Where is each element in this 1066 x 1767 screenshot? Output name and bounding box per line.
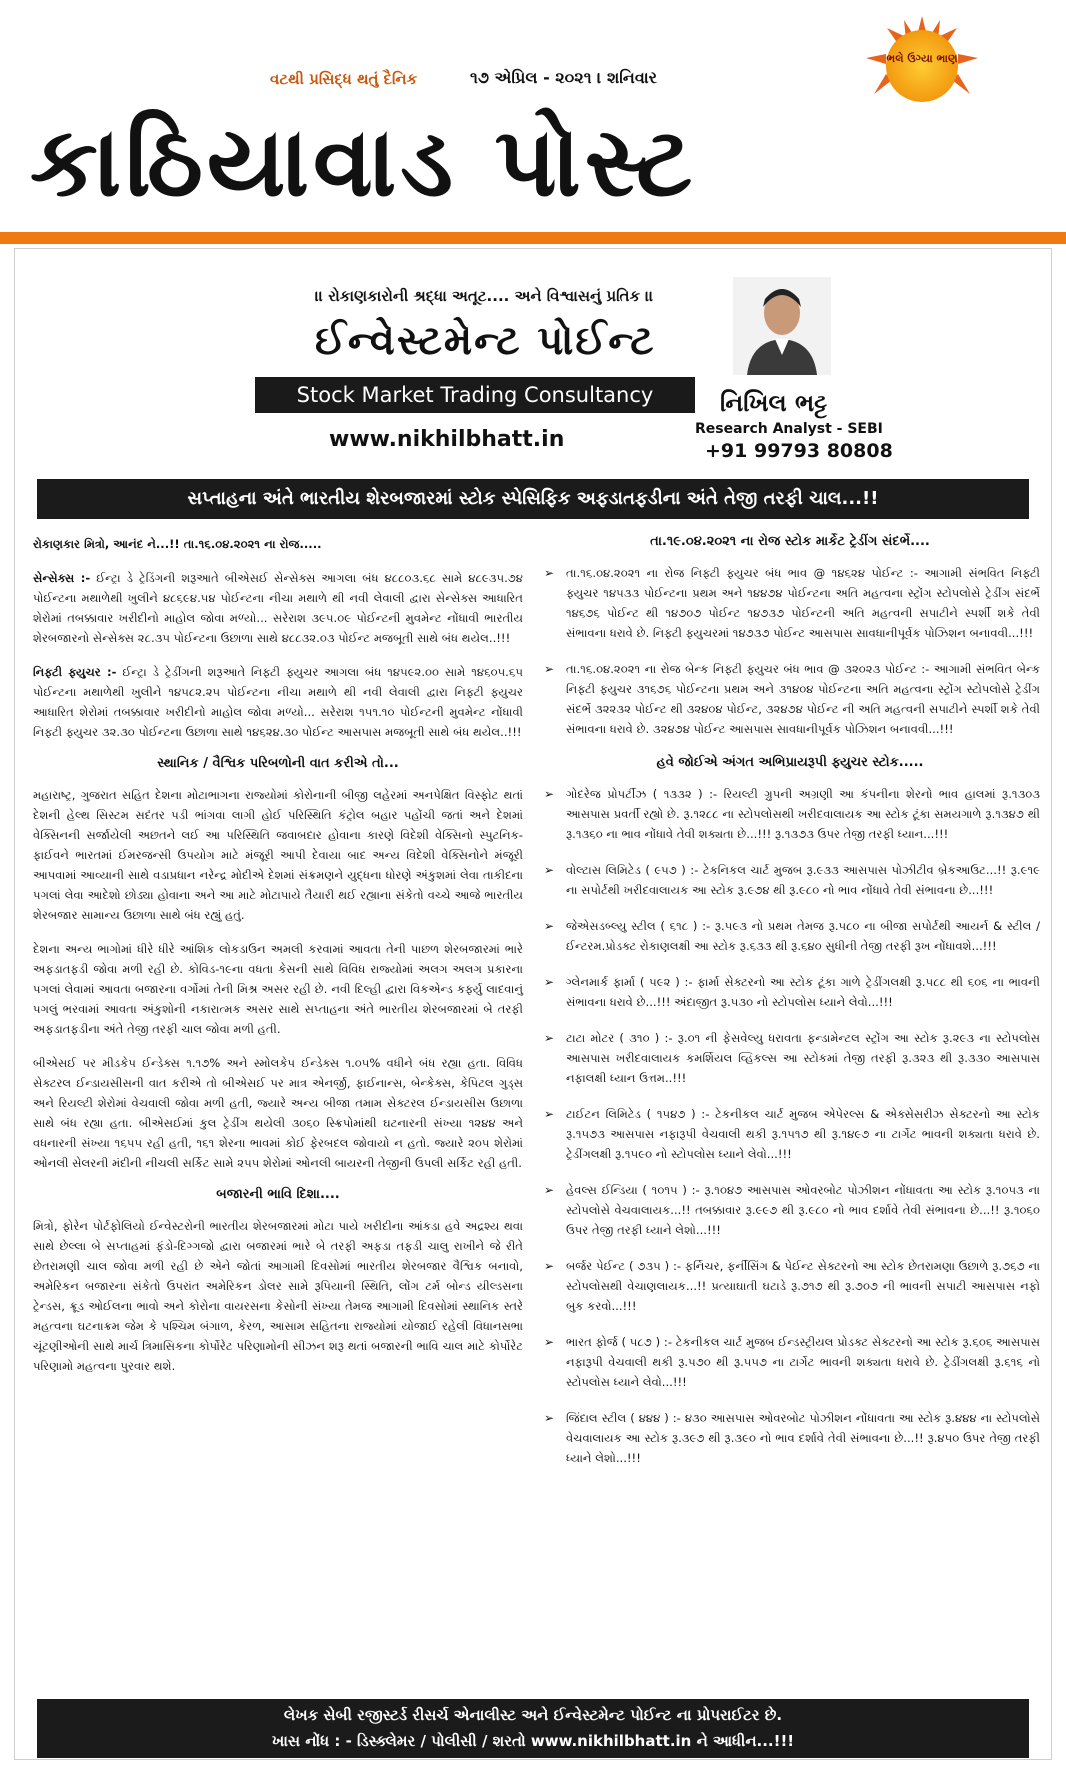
masthead	[0, 0, 1066, 240]
arrow-icon: ➢	[544, 919, 555, 933]
arrow-icon: ➢	[544, 975, 555, 989]
paragraph-1: મહારાષ્ટ્ર, ગુજરાત સહિત દેશના મોટાભાગના રાજ્યોમાં કોરોનાની બીજી લહેરમાં અનપેક્ષિત વિસ્ફોટ થતાં દેશની હેલ્થ સિસ્ટમ સદંતર પડી ભાંગવા લાગી હોઈ પરિસ્થિતિ કંટ્રોલ બહાર પહોંચી જતાં અને દેશમાં વેક્સિનની સર્જાયેલી અછતને લઈ આ પરિસ્થિતિ જવાબદાર હોવાના કારણે વિદેશી વેક્સિનો સ્પુટનિક-ફાઈવને ભારતમાં ઈમરજન્સી ઉપયોગ માટે મંજૂરી આપી દેવાયા બાદ અન્ય વિદેશી વેક્સિનોને મંજૂરી આપવામાં આવ્યાની સાથે વડાપ્રધાન નરેન્દ્ર મોદીએ દેશમાં સંક્રમણને યુદ્ધના ધોરણે અંકુશમાં લેવા તાકીદના પગલાં લેવા આદેશો છોડ્યા હોવાના અને આ માટે મોટાપાયે તૈયારી થઈ રહ્યાના સંકેતો વચ્ચે આજે ભારતીય શેરબજાર સામાન્ય ઉછાળા સાથે બંધ રહ્યું હતું.	[33, 788, 523, 922]
paragraph-4: મિત્રો, ફોરેન પોર્ટફોલિયો ઈન્વેસ્ટરોની ભારતીય શેરબજારમાં મોટા પાયે ખરીદીના આંકડા હવે અદ્રશ્ય થવા સાથે છેલ્લા બે સપ્તાહમાં ફંડો-દિગ્ગજો દ્વારા બજારમાં ભારે બે તરફી અફડા તફડી ચાલુ રાખીને જે રીતે છેતરામણી ચાલ જોવા મળી રહી છે એને જોતાં આગામી દિવસોમાં ભારતીય શેરબજાર વૈશ્વિક બનાવો, અમેરિકન બજારના સંકેતો ઉપરાંત અમેરિકન ડોલર સામે રૂપિયાની સ્થિતિ, લોંગ ટર્મ બોન્ડ યીલ્ડસના ટ્રેન્ડસ, ક્રૂડ ઓઈલના ભાવો અને કોરોના વાયરસના કેસોની સંખ્યા તેમજ આગામી દિવસોમાં સ્થાનિક સ્તરે મહત્વના ઘટનાક્રમ જેમ કે પશ્ચિમ બંગાળ, કેરળ, આસામ સહિતના રાજ્યોમાં યોજાઈ રહેલી વિધાનસભા ચૂંટણીઓની સાથે માર્ચ ત્રિમાસિકના કોર્પોરેટ પરિણામોની સીઝન શરૂ થતાં બજારની ભાવિ ચાલ માટે કોર્પોરેટ પરિણામો મહત્વના પુરવાર થશે.	[33, 1219, 523, 1373]
article-headline: સપ્તાહના અંતે ભારતીય શેરબજારમાં સ્ટોક સ્પેસિફિક અફડાતફડીના અંતે તેજી તરફી ચાલ...!!	[37, 479, 1029, 519]
advert-tagline: ।। રોકાણકારોની શ્રદ્ધા અતૂટ.... અને વિશ્વાસનું પ્રતિક ।।	[315, 287, 654, 305]
advert-subtitle: Stock Market Trading Consultancy	[255, 377, 695, 413]
stock-pick: ➢ ટાઈટન લિમિટેડ ( ૧૫૪૭ ) :- ટેકનીકલ ચાર્ટ મુજબ એપેરલ્સ & એક્સેસરીઝ સેક્ટરનો આ સ્ટોક રૂ.૧૫૭૩ આસપાસ નફારૂપી વેચવાલી થકી રૂ.૧૫૧૭ થી રૂ.૧૪૯૭ ના ટાર્ગેટ ભાવની શક્યતા ધરાવે છે. ટ્રેડીંગલક્ષી રૂ.૧૫૯૦ નો સ્ટોપલોસ ધ્યાને લેવો...!!!	[540, 1104, 1040, 1164]
arrow-icon: ➢	[544, 1107, 555, 1121]
paragraph-2: દેશના અન્ય ભાગોમાં ધીરે ધીરે આંશિક લોકડાઉન અમલી કરવામાં આવતા તેની પાછળ શેરબજારમાં ભારે અફડાતફડી જોવા મળી રહી છે. કોવિડ-૧૯ના વધતા કેસની સાથે વિવિધ રાજ્યોમાં અલગ અલગ પ્રકારના પગલાં લેવામાં આવતા બજારના વર્ગોમાં તેની મિશ્ર અસર રહી છે. નવી દિલ્હી દ્વારા વિકએન્ડ કર્ફ્યુ લાદવાનું પગલું ભરવામાં આવતા અંકુશોની નકારાત્મક અસર સાથે સપ્તાહના અંતે ભારતીય શેરબજારમાં બે તરફી અફડાતફડીના અંતે તેજી તરફી ચાલ જોવા મળી હતી.	[33, 942, 523, 1036]
arrow-icon: ➢	[544, 1335, 555, 1349]
stock-pick: ➢ જેએસડબ્લ્યુ સ્ટીલ ( ૬૧૮ ) :- રૂ.૫૯૩ નો પ્રથમ તેમજ રૂ.૫૮૦ ના બીજા સપોર્ટથી આયર્ન & સ્ટીલ / ઈન્ટરમ.પ્રોડક્ટ રોકાણલક્ષી આ સ્ટોક રૂ.૬૩૩ થી રૂ.૬૪૦ સુધીની તેજી તરફી રૂખ નોંધાવશે...!!!	[540, 916, 1040, 956]
subheading-local-global: સ્થાનિક / વૈશ્વિક પરિબળોની વાત કરીએ તો...	[157, 756, 399, 771]
stock-pick: ➢ ગોદરેજ પ્રોપર્ટીઝ ( ૧૩૩૨ ) :- રિયલ્ટી ગ્રુપની અગ્રણી આ કંપનીના શેરનો ભાવ હાલમાં રૂ.૧૩૦૩ આસપાસ પ્રવર્તી રહ્યો છે. રૂ.૧૨૮૮ ના સ્ટોપલોસથી ખરીદવાલાયક આ સ્ટોક ટૂંકા સમયગાળે રૂ.૧૩૪૭ થી રૂ.૧૩૬૦ ના ભાવ નોંધાવે તેવી શક્યતા છે...!!! રૂ.૧૩૭૩ ઉપર તેજી તરફી ધ્યાન...!!!	[540, 784, 1040, 844]
arrow-icon: ➢	[544, 863, 555, 877]
person-icon	[733, 277, 831, 375]
intro-line: રોકાણકાર મિત્રો, આનંદ ને...!! તા.૧૬.૦૪.૨૦૨૧ ના રોજ.....	[33, 537, 322, 551]
masthead-tagline: વટથી પ્રસિદ્ધ થતું દૈનિક	[270, 70, 418, 88]
arrow-icon: ➢	[544, 1411, 555, 1425]
stock-pick: ➢ હેવલ્સ ઈન્ડિયા ( ૧૦૧૫ ) :- રૂ.૧૦૪૭ આસપાસ ઓવરબોટ પોઝીશન નોંધાવતા આ સ્ટોક રૂ.૧૦૫૩ ના સ્ટોપલોસે વેચવાલાયક...!! તબક્કાવાર રૂ.૯૯૭ થી રૂ.૯૮૦ નો ભાવ દર્શાવે તેવી સંભાવના છે...!! રૂ.૧૦૬૦ ઉપર તેજી તરફી ધ્યાને લેશો...!!!	[540, 1180, 1040, 1240]
analyst-portrait	[733, 277, 831, 375]
article-frame	[14, 248, 1052, 1760]
paragraph-3: બીએસઈ પર મીડકેપ ઈન્ડેક્સ ૧.૧૭% અને સ્મોલકેપ ઈન્ડેક્સ ૧.૦૫% વધીને બંધ રહ્યા હતા. વિવિધ સેક્ટરલ ઈન્ડાયસીસની વાત કરીએ તો બીએસઈ પર માત્ર એનર્જી, ફાઈનાન્સ, બેન્કેક્સ, કેપિટલ ગુડ્સ અને રિયલ્ટી શેરોમાં વેચવાલી જોવા મળી હતી, જ્યારે અન્ય બીજા તમામ સેક્ટરલ ઈન્ડાયસીસ ઉછાળા સાથે બંધ રહ્યા હતા. બીએસઈમાં કુલ ટ્રેડીંગ થયેલી ૩૦૬૦ સ્ક્રિપોમાંથી ઘટનારની સંખ્યા ૧૨૪૪ અને વધનારની સંખ્યા ૧૬૫૫ રહી હતી, ૧૬૧ શેરના ભાવમાં કોઈ ફેરબદલ જોવાયો ન હતો. જ્યારે ૨૦૫ શેરોમાં ઓનલી સેલરની મંદીની નીચલી સર્કિટ સામે ૨૫૫ શેરોમાં ઓનલી બાયરની તેજીની ઉપલી સર્કિટ રહી હતી.	[33, 1056, 523, 1170]
sensex-paragraph: સેન્સેક્સ :- ઈન્ટ્રા ડે ટ્રેડિંગની શરૂઆતે બીએસઈ સેન્સેક્સ આગલા બંધ ૪૮૮૦૩.૬૮ સામે ૪૮૯૩૫.૭૪ પોઈન્ટના મથાળેથી ખુલીને ૪૮૬૯૪.૫૪ પોઈન્ટના નીચા મથાળે થી નવી લેવાલી દ્વારા સેન્સેક્સ આધારિત શેરોમાં તબક્કાવાર ખરીદીનો માહોલ જોવા મળ્યો... સરેરાશ ૩૯૫.૦૯ પોઈન્ટની મુવમેન્ટ નોંધાવી ભારતીય શેરબજારનો સેન્સેક્સ ૨૮.૩૫ પોઈન્ટના ઉછાળા સાથે ૪૮૮૩૨.૦૩ પોઈન્ટ મજબૂતી સાથે બંધ થયેલ..!!!	[33, 571, 523, 645]
analyst-name: નિખિલ ભટ્ટ	[720, 389, 828, 417]
analyst-role: Research Analyst - SEBI	[695, 421, 883, 437]
nifty-outlook: ➢ તા.૧૬.૦૪.૨૦૨૧ ના રોજ નિફ્ટી ફ્યુચર બંધ ભાવ @ ૧૪૬૨૪ પોઈન્ટ :- આગામી સંભવિત નિફ્ટી ફ્યુચર ૧૪૫૩૩ પોઈન્ટના પ્રથમ અને ૧૪૪૭૪ પોઈન્ટના અતિ મહત્વના સ્ટ્રોંગ સ્ટોપલોસે ટ્રેડીંગ સંદર્ભે ૧૪૬૭૬ પોઈન્ટ થી ૧૪૭૦૭ પોઈન્ટ ૧૪૭૩૭ પોઈન્ટની અતિ મહત્વની સપાટીને સ્પર્શી શકે તેવી સંભાવના ધરાવે છે. નિફ્ટી ફ્યુચરમાં ૧૪૭૩૭ પોઈન્ટ આસપાસ સાવધાનીપૂર્વક પોઝિશન બનાવવી...!!!	[540, 563, 1040, 643]
nifty-paragraph: નિફ્ટી ફ્યુચર :- ઈન્ટ્રા ડે ટ્રેડીંગની શરૂઆતે નિફ્ટી ફ્યુચર આગલા બંધ ૧૪૫૯૨.૦૦ સામે ૧૪૬૦૫.૬૫ પોઈન્ટના મથાળેથી ખુલીને ૧૪૫૮૨.૨૫ પોઈન્ટના નીચા મથાળે થી નવી લેવાલી દ્વારા નિફ્ટી ફ્યુચર આધારિત શેરોમાં તબક્કાવાર ખરીદીનો માહોલ જોવા મળ્યો... સરેરાશ ૧૫૧.૧૦ પોઈન્ટની મુવમેન્ટ નોંધાવી નિફ્ટી ફ્યુચર ૩૨.૩૦ પોઈન્ટના ઉછાળા સાથે ૧૪૬૨૪.૩૦ પોઈન્ટ આસપાસ મજબૂતી સાથે બંધ થયેલ..!!!	[33, 665, 523, 739]
newspaper-logo	[30, 92, 1040, 232]
arrow-icon: ➢	[544, 566, 555, 580]
stock-pick: ➢ વોલ્ટાસ લિમિટેડ ( ૯૫૭ ) :- ટેકનિકલ ચાર્ટ મુજબ રૂ.૯૩૩ આસપાસ પોઝીટીવ બ્રેકઆઉટ...!! રૂ.૯૧૯ ના સપોર્ટથી ખરીદવાલાયક આ સ્ટોક રૂ.૯૭૪ થી રૂ.૯૮૦ નો ભાવ નોંધાવે તેવી સંભાવના છે...!!!	[540, 860, 1040, 900]
sun-badge-text: ભલે ઉગ્યા ભાણ	[886, 52, 958, 65]
arrow-icon: ➢	[544, 1031, 555, 1045]
stock-pick: ➢ ભારત ફોર્જ ( ૫૮૭ ) :- ટેકનીકલ ચાર્ટ મુજબ ઈન્ડસ્ટ્રીયલ પ્રોડક્ટ સેક્ટરનો આ સ્ટોક રૂ.૬૦૬ આસપાસ નફારૂપી વેચવાલી થકી રૂ.૫૭૦ થી રૂ.૫૫૭ ના ટાર્ગેટ ભાવની શક્યતા ધરાવે છે. ટ્રેડીંગલક્ષી રૂ.૬૧૬ નો સ્ટોપલોસ ધ્યાને લેવો...!!!	[540, 1332, 1040, 1392]
stock-pick: ➢ ટાટા મોટર ( ૩૧૦ ) :- રૂ.૦૧ ની ફેસવેલ્યુ ધરાવતા ફન્ડામેન્ટલ સ્ટ્રોંગ આ સ્ટોક રૂ.૨૯૩ ના સ્ટોપલોસ આસપાસ ખરીદવાલાયક કમર્શિયલ વ્હિકલ્સ આ સ્ટોકમાં તેજી તરફી રૂ.૩૨૩ થી રૂ.૩૩૦ આસપાસ નફાલક્ષી ધ્યાન ઉત્તમ..!!!	[540, 1028, 1040, 1088]
subheading-future-direction: બજારની ભાવિ દિશા....	[216, 1187, 340, 1202]
footer-line-2: ખાસ નોંધ : - ડિસ્ક્લેમર / પોલીસી / શરતો www.nikhilbhatt.in ને આધીન...!!!	[271, 1732, 795, 1750]
newspaper-title: કાઠિયાવાડ પોસ્ટ	[30, 105, 697, 218]
arrow-icon: ➢	[544, 662, 555, 676]
footer-line-1: લેખક સેબી રજીસ્ટર્ડ રીસર્ચ એનાલીસ્ટ અને ઈન્વેસ્ટમેન્ટ પોઈન્ટ ના પ્રોપરાઈટર છે.	[283, 1706, 783, 1724]
banknifty-outlook: ➢ તા.૧૬.૦૪.૨૦૨૧ ના રોજ બેન્ક નિફ્ટી ફ્યુચર બંધ ભાવ @ ૩૨૦૨૩ પોઈન્ટ :- આગામી સંભવિત બેન્ક નિફ્ટી ફ્યુચર ૩૧૬૭૬ પોઈન્ટના પ્રથમ અને ૩૧૪૦૪ પોઈન્ટના અતિ મહત્વના સ્ટ્રોંગ સ્ટોપલોસે ટ્રેડીંગ સંદર્ભે ૩૨૨૩૨ પોઈન્ટ થી ૩૨૪૦૪ પોઈન્ટ, ૩૨૪૭૪ પોઈન્ટ ની અતિ મહત્વની સપાટીને સ્પર્શી શકે તેવી સંભાવના ધરાવે છે. ૩૨૪૭૪ પોઈન્ટ આસપાસ સાવધાનીપૂર્વક પોઝિશન બનાવવી...!!!	[540, 659, 1040, 739]
stock-pick: ➢ જિંદાલ સ્ટીલ ( ૪૪૪ ) :- ૪૩૦ આસપાસ ઓવરબોટ પોઝીશન નોંધાવતા આ સ્ટોક રૂ.૪૪૪ ના સ્ટોપલોસે વેચવાલાયક આ સ્ટોક રૂ.૩૯૭ થી રૂ.૩૯૦ નો ભાવ દર્શાવે તેવી સંભાવના છે...!! રૂ.૪૫૦ ઉપર તેજી તરફી ધ્યાને લેશો...!!!	[540, 1408, 1040, 1468]
left-column	[33, 534, 523, 1390]
advert-banner	[15, 249, 1051, 467]
stock-picks-heading: હવે જોઈએ અંગત અભિપ્રાયરૂપી ફ્યુચર સ્ટોક.....	[656, 755, 924, 770]
analyst-phone[interactable]: +91 99793 80808	[705, 440, 893, 462]
footer-note	[37, 1699, 1029, 1758]
stock-pick: ➢ ગ્લેનમાર્ક ફાર્મા ( ૫૯૨ ) :- ફાર્મા સેક્ટરનો આ સ્ટોક ટૂંકા ગાળે ટ્રેડીંગલક્ષી રૂ.૫૮૮ થી ૬૦૬ ના ભાવની સંભાવના ધરાવે છે...!!! અંદાજીત રૂ.૫૩૦ નો સ્ટોપલોસ ધ્યાને લેવો...!!!	[540, 972, 1040, 1012]
advert-website-link[interactable]: www.nikhilbhatt.in	[329, 427, 565, 452]
masthead-date: ૧૭ એપ્રિલ - ૨૦૨૧ । શનિવાર	[470, 68, 657, 87]
stock-pick: ➢ બર્જર પેઈન્ટ ( ૭૩૫ ) :- ફર્નિચર, ફર્નીસિંગ & પેઈન્ટ સેક્ટરનો આ સ્ટોક છેતરામણા ઉછાળે રૂ.૭૬૭ ના સ્ટોપલોસથી વેચાણલાયક...!! પ્રત્યાઘાતી ઘટાડે રૂ.૭૧૭ થી રૂ.૭૦૭ ની ભાવની સપાટી આસપાસ નફો બુક કરવો...!!!	[540, 1256, 1040, 1316]
masthead-divider	[0, 232, 1066, 244]
arrow-icon: ➢	[544, 1259, 555, 1273]
arrow-icon: ➢	[544, 1183, 555, 1197]
trading-heading: તા.૧૯.૦૪.૨૦૨૧ ના રોજ સ્ટોક માર્કેટ ટ્રેડીંગ સંદર્ભે....	[650, 534, 930, 549]
advert-brand: ઈન્વેસ્ટમેન્ટ પોઈન્ટ	[315, 317, 656, 364]
right-column	[540, 534, 1040, 1484]
arrow-icon: ➢	[544, 787, 555, 801]
